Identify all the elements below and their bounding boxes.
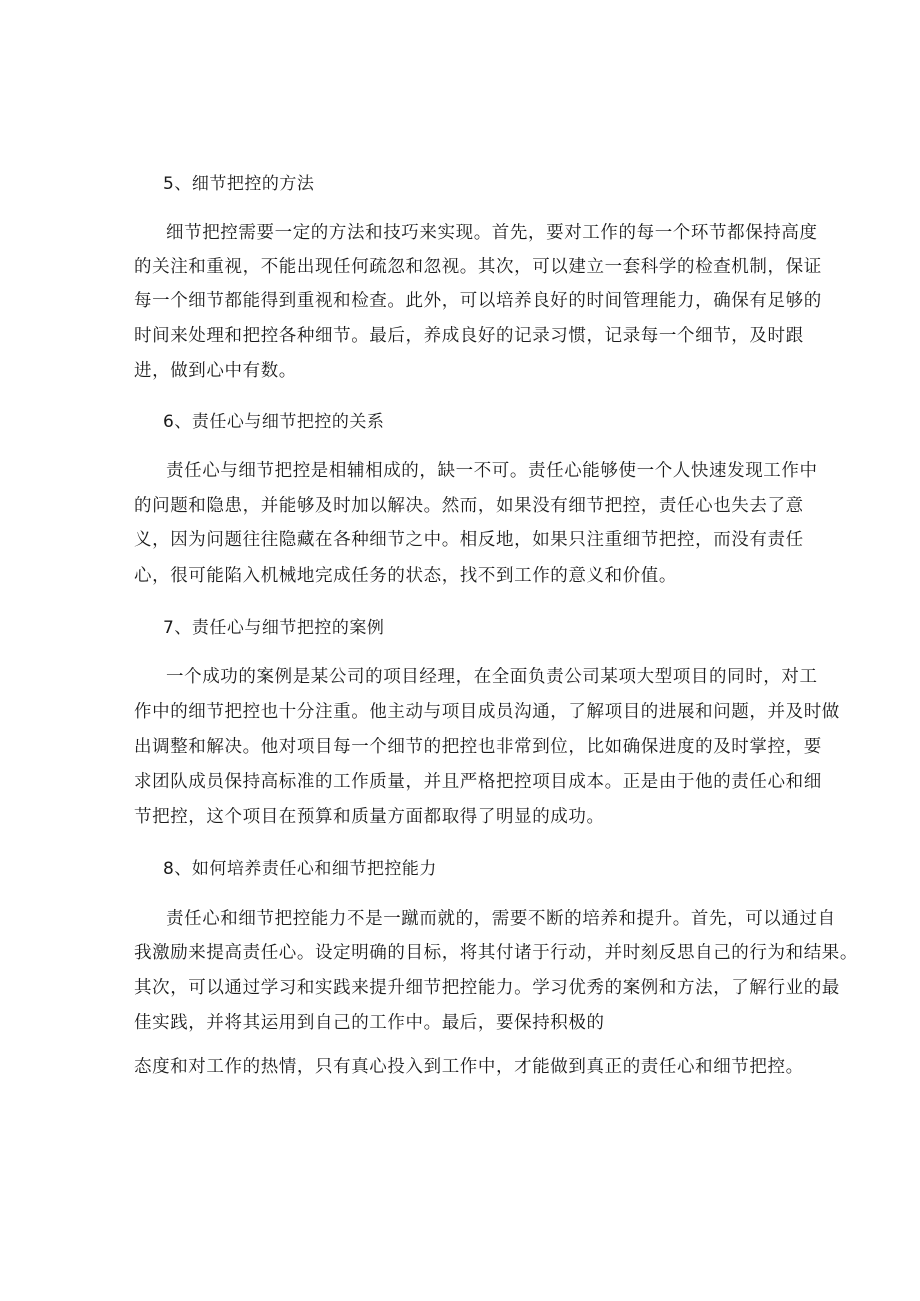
paragraph-line: 细节把控需要一定的方法和技巧来实现。首先，要对工作的每一个环节都保持高度 (166, 223, 818, 243)
section-heading: 5、细节把控的方法 (163, 174, 315, 194)
paragraph-line: 一个成功的案例是某公司的项目经理，在全面负责公司某项大型项目的同时，对工 (166, 667, 818, 687)
paragraph-line: 义，因为问题往往隐藏在各种细节之中。相反地，如果只注重细节把控，而没有责任 (134, 530, 804, 550)
paragraph-line: 求团队成员保持高标准的工作质量，并且严格把控项目成本。正是由于他的责任心和细 (134, 772, 822, 792)
paragraph-line: 时间来处理和把控各种细节。最后，养成良好的记录习惯，记录每一个细节，及时跟 (134, 326, 804, 346)
paragraph-line: 出调整和解决。他对项目每一个细节的把控也非常到位，比如确保进度的及时掌控，要 (134, 737, 822, 757)
paragraph-line: 态度和对工作的热情，只有真心投入到工作中，才能做到真正的责任心和细节把控。 (134, 1057, 804, 1077)
paragraph-line: 的关注和重视，不能出现任何疏忽和忽视。其次，可以建立一套科学的检查机制，保证 (134, 257, 822, 277)
paragraph-line: 节把控，这个项目在预算和质量方面都取得了明显的成功。 (134, 807, 605, 827)
paragraph-line: 每一个细节都能得到重视和检查。此外，可以培养良好的时间管理能力，确保有足够的 (134, 291, 822, 311)
paragraph-line: 进，做到心中有数。 (134, 361, 297, 381)
paragraph-line: 的问题和隐患，并能够及时加以解决。然而，如果没有细节把控，责任心也失去了意 (134, 496, 804, 516)
paragraph-line: 其次，可以通过学习和实践来提升细节把控能力。学习优秀的案例和方法，了解行业的最 (134, 978, 840, 998)
section-heading: 8、如何培养责任心和细节把控能力 (163, 859, 437, 879)
paragraph-line: 心，很可能陷入机械地完成任务的状态，找不到工作的意义和价值。 (134, 566, 677, 586)
paragraph-line: 我激励来提高责任心。设定明确的目标，将其付诸于行动，并时刻反思自己的行为和结果。 (134, 943, 858, 963)
paragraph-line: 作中的细节把控也十分注重。他主动与项目成员沟通，了解项目的进展和问题，并及时做 (134, 702, 840, 722)
section-heading: 7、责任心与细节把控的案例 (163, 618, 385, 638)
section-heading: 6、责任心与细节把控的关系 (163, 412, 385, 432)
paragraph-line: 责任心和细节把控能力不是一蹴而就的，需要不断的培养和提升。首先，可以通过自 (166, 909, 836, 929)
paragraph-line: 佳实践，并将其运用到自己的工作中。最后，要保持积极的 (134, 1013, 605, 1033)
paragraph-line: 责任心与细节把控是相辅相成的，缺一不可。责任心能够使一个人快速发现工作中 (166, 461, 818, 481)
